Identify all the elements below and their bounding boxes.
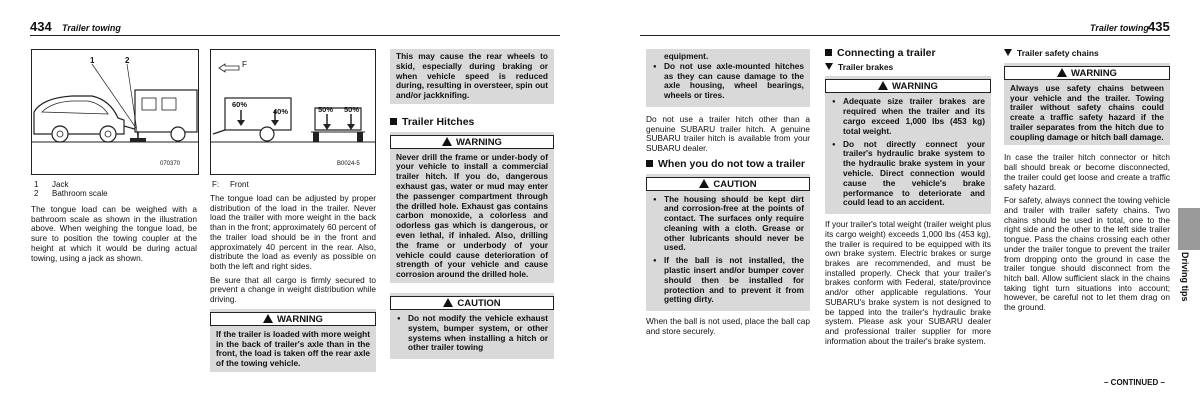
callout-1: 1 bbox=[90, 56, 95, 65]
square-bullet-icon bbox=[646, 160, 653, 167]
left-page-number: 434 bbox=[30, 19, 52, 34]
continued-footer: – CONTINUED – bbox=[1104, 378, 1165, 387]
figure1-legend bbox=[34, 180, 194, 198]
warning-text: If the trailer is loaded with more weight in the back of trailer's axle than in the front, the load is taken off the rear axle of the towing vehicle. bbox=[216, 328, 370, 369]
warning-box bbox=[825, 76, 991, 214]
caution-triangle-icon bbox=[699, 179, 709, 188]
subheading-trailer-brakes: Trailer brakes bbox=[825, 63, 991, 73]
warning-triangle-icon bbox=[442, 137, 452, 146]
legend-item: 1 Jack bbox=[34, 180, 69, 189]
tongue-weigh-paragraph: The tongue load can be weighed with a bathroom scale as shown in the illustration above. When weighing the tongue load, be sure to position the towing coupler at the height at which it would be during actual towing, using a jack as shown. bbox=[31, 204, 197, 263]
hitch-break-paragraph: In case the trailer hitch connector or hitch ball should break or become disconnected, the trailer could get loose and create a traffic safety hazard. bbox=[1004, 152, 1170, 192]
warning-box bbox=[390, 132, 554, 283]
square-bullet-icon bbox=[390, 118, 397, 125]
col6-text bbox=[1004, 49, 1170, 317]
pct-front: 60% bbox=[232, 100, 248, 109]
caution-header: CAUTION bbox=[390, 296, 554, 310]
down-triangle-icon bbox=[1004, 49, 1012, 56]
caution-box bbox=[390, 293, 554, 359]
pct-rear: 40% bbox=[273, 107, 289, 116]
warning-triangle-icon bbox=[878, 81, 888, 90]
col5-text bbox=[825, 49, 991, 350]
down-triangle-icon bbox=[825, 63, 833, 70]
caution-continuation-box bbox=[646, 49, 810, 107]
section-heading-trailer-hitches: Trailer Hitches bbox=[390, 118, 554, 128]
square-bullet-icon bbox=[825, 49, 832, 56]
caution-header: CAUTION bbox=[646, 177, 810, 191]
col1-text bbox=[31, 205, 197, 267]
caution-item: ● The housing should be kept dirt and corrosion-free at the points of contact. The surfaces only require cleaning with a cloth. Grease or other lubricants should never be used. bbox=[664, 195, 804, 254]
pct-left: 50% bbox=[318, 105, 334, 114]
caution-continuation-word: equipment. bbox=[664, 51, 709, 61]
figure-load-distribution bbox=[210, 49, 376, 175]
legend-item: 2 Bathroom scale bbox=[34, 189, 108, 198]
section-heading-no-tow: When you do not tow a trailer bbox=[646, 160, 810, 170]
genuine-hitch-paragraph: Do not use a trailer hitch other than a genuine SUBARU trailer hitch. A genuine SUBARU trailer hitch is available from your SUBARU dealer. bbox=[646, 113, 810, 154]
side-tab-marker bbox=[1178, 208, 1200, 250]
left-header-rule bbox=[30, 35, 560, 36]
pct-right: 50% bbox=[344, 105, 360, 114]
figure1-code: 070370 bbox=[160, 161, 181, 167]
ball-cap-paragraph: When the ball is not used, place the ball cap and store securely. bbox=[646, 316, 810, 336]
warning-header: WARNING bbox=[825, 79, 991, 93]
warning-header: WARNING bbox=[210, 312, 376, 326]
col3-text bbox=[390, 49, 554, 359]
warning-header: WARNING bbox=[390, 135, 554, 149]
warning-item: ● Do not directly connect your trailer's hydraulic brake system to the hydraulic brake system in your vehicle. Direct connection would cause the vehicle's brake performance to deteriorate and could lead to an accident. bbox=[843, 140, 985, 209]
warning-triangle-icon bbox=[1057, 68, 1067, 77]
warning-text: Always use safety chains between your vehicle and the trailer. Towing trailer without safety chains could create a traffic safety hazard if the trailer separates from the hitch due to coupling damage or hitch ball damage. bbox=[1010, 82, 1164, 142]
caution-item: ● Do not use axle-mounted hitches as they can cause damage to the axle housing, wheel bearings, wheels or tires. bbox=[664, 62, 804, 101]
subheading-safety-chains: Trailer safety chains bbox=[1004, 49, 1170, 59]
front-arrow-label: F bbox=[242, 60, 247, 69]
warning-header: WARNING bbox=[1004, 66, 1170, 80]
caution-triangle-icon bbox=[443, 298, 453, 307]
col2-text bbox=[210, 194, 376, 372]
load-distribution-paragraph: The tongue load can be adjusted by proper distribution of the load in the trailer. Never load the trailer with more weight in the back than in the front; approximately 60 percent of the trailer load should be in the front and approximately 40 percent in the rear. Also, distribute the load as evenly as possible on both the left and right sides. bbox=[210, 193, 376, 271]
cargo-secure-paragraph: Be sure that all cargo is firmly secured to prevent a change in weight distribution while driving. bbox=[210, 274, 376, 305]
left-section-title: Trailer towing bbox=[62, 23, 121, 33]
col4-text bbox=[646, 49, 810, 341]
right-header-rule bbox=[640, 35, 1170, 36]
warning-triangle-icon bbox=[263, 314, 273, 323]
side-tab-label: Driving tips bbox=[1180, 252, 1190, 302]
figure2-legend: F: Front bbox=[212, 180, 249, 189]
safety-chains-paragraph: For safety, always connect the towing vehicle and trailer with trailer safety chains. Two chains should be used in total, one to the right side and the other to the left side trailer tongue. Pass the chains crossing each other under the trailer tongue to prevent the trailer from dropping onto the ground in case the trailer tongue should disconnect from the hitch ball. Allow sufficient slack in the chains taking tight turn situations into account; however, be careful not to let them drag on the ground. bbox=[1004, 195, 1170, 313]
warning-continuation-text: This may cause the rear wheels to skid, especially during braking or when vehicle speed is reduced during, resulting in oversteer, spin out and/or jackknifing. bbox=[396, 51, 548, 101]
caution-item: ● If the ball is not installed, the plastic insert and/or bumper cover should then be installed for protection and to prevent it from getting dirty. bbox=[664, 256, 804, 305]
caution-box bbox=[646, 174, 810, 312]
car-trailer-illustration bbox=[32, 50, 198, 174]
callout-2: 2 bbox=[125, 56, 130, 65]
figure2-code: B0024-5 bbox=[337, 161, 360, 167]
section-heading-connecting: Connecting a trailer bbox=[825, 49, 991, 59]
warning-item: ● Adequate size trailer brakes are required when the trailer and its cargo exceed 1,000 lbs (453 kg) total weight. bbox=[843, 97, 985, 136]
warning-continuation-box bbox=[390, 49, 554, 104]
warning-box bbox=[1004, 63, 1170, 146]
caution-item: ● Do not modify the vehicle exhaust system, bumper system, or other systems when installing a hitch or other trailer towing bbox=[408, 314, 548, 353]
right-page-number: 435 bbox=[1148, 19, 1170, 34]
figure-jack-scale bbox=[31, 49, 199, 175]
warning-text: Never drill the frame or under-body of your vehicle to install a commercial trailer hitch. If you do, dangerous exhaust gas, water or mud may enter the passenger compartment through the drilled hole. Exhaust gas contains carbon monoxide, a colorless and odorless gas which is dangerous, or even lethal, if inhaled. Also, drilling the frame or underbody of your vehicle could cause deterioration of strength of your vehicle and cause corrosion around the drilled hole. bbox=[396, 151, 548, 280]
warning-box bbox=[210, 309, 376, 372]
trailer-brakes-paragraph: If your trailer's total weight (trailer weight plus its cargo weight) exceeds 1,000 lbs (453 kg), the trailer is required to be equipped with its own brake system. Electric brakes or surge brakes are recommended, and must be installed properly. Check that your trailer's brakes conform with Federal, state/province and/or other applicable regulations. Your SUBARU's brake system is not designed to be tapped into the trailer's hydraulic brake system. Please ask your SUBARU dealer and professional trailer supplier for more information about the trailer's brake system. bbox=[825, 219, 991, 346]
right-section-title: Trailer towing bbox=[1090, 23, 1149, 33]
